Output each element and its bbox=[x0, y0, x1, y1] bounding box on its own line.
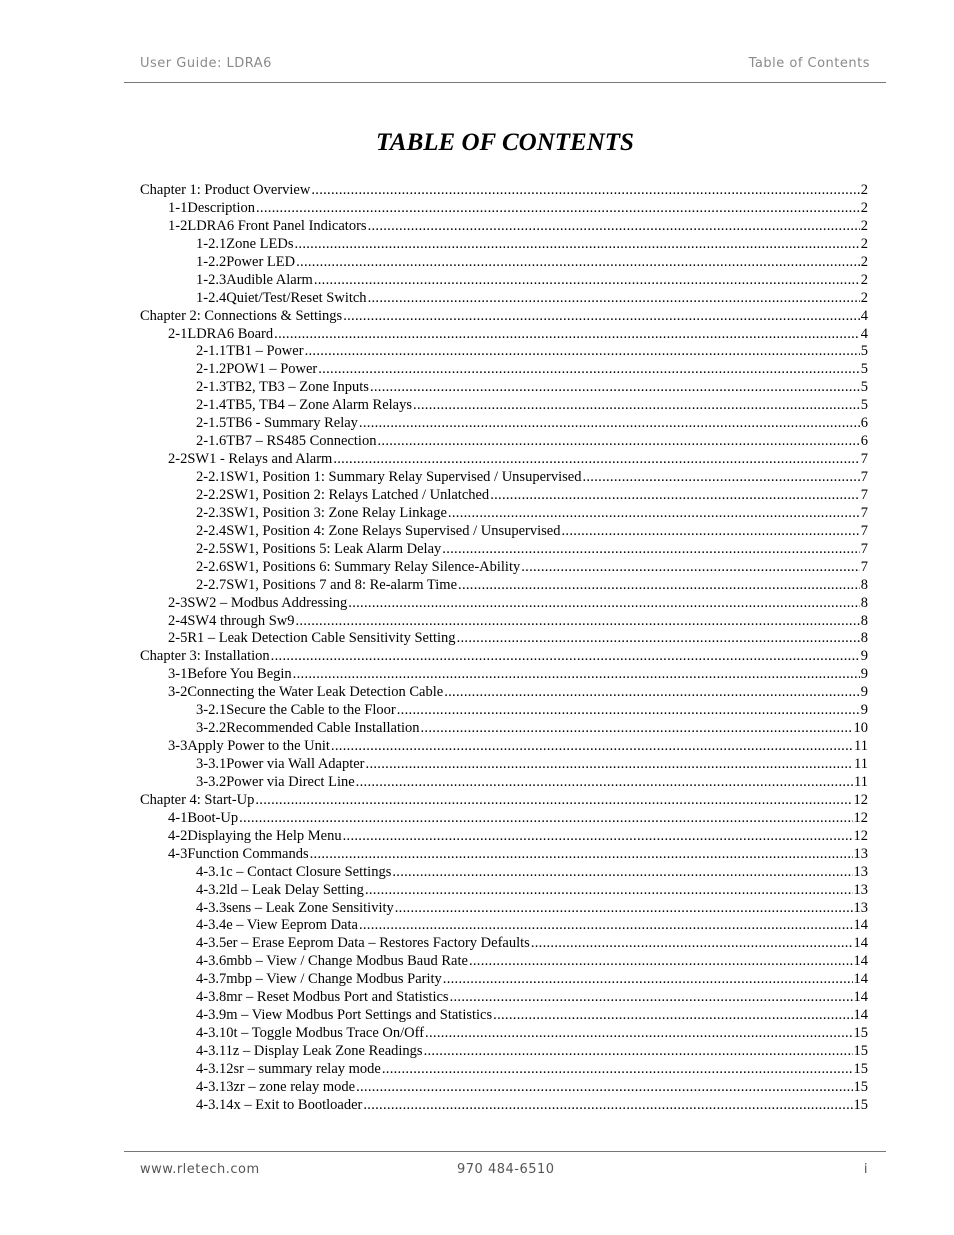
toc-entry-number: 3-2.2 bbox=[196, 720, 227, 737]
toc-entry-page: 11 bbox=[854, 738, 868, 755]
toc-entry-page: 9 bbox=[860, 684, 868, 701]
toc-dot-leader bbox=[443, 971, 853, 989]
toc-entry-number: 1-2.4 bbox=[196, 289, 227, 306]
toc-entry-page: 5 bbox=[860, 397, 868, 414]
toc-entry-number: 1-2 bbox=[168, 217, 188, 234]
toc-entry-page: 8 bbox=[860, 576, 868, 593]
toc-entry[interactable] bbox=[140, 361, 868, 379]
toc-entry[interactable] bbox=[140, 953, 868, 971]
toc-entry-page: 5 bbox=[860, 379, 868, 396]
toc-entry[interactable] bbox=[140, 774, 868, 792]
toc-entry-number: 2-2.6 bbox=[196, 558, 227, 575]
toc-entry-label: Description bbox=[187, 199, 255, 216]
toc-entry-label: Chapter 2: Connections & Settings bbox=[140, 307, 343, 324]
toc-entry-label: SW1, Positions 6: Summary Relay Silence-Ability bbox=[226, 558, 521, 575]
toc-dot-leader bbox=[424, 1043, 853, 1061]
toc-entry-label: Apply Power to the Unit bbox=[187, 738, 330, 755]
toc-entry-label: Audible Alarm bbox=[226, 271, 313, 288]
toc-entry[interactable] bbox=[140, 971, 868, 989]
toc-entry-number: 4-3.4 bbox=[196, 917, 227, 934]
toc-dot-leader bbox=[363, 1097, 852, 1115]
toc-dot-leader bbox=[318, 361, 860, 379]
toc-entry-label: Boot-Up bbox=[187, 809, 239, 826]
toc-entry-page: 2 bbox=[860, 217, 868, 234]
toc-entry-number: 2-1.5 bbox=[196, 415, 227, 432]
toc-entry[interactable] bbox=[140, 433, 868, 451]
toc-entry-page: 6 bbox=[860, 415, 868, 432]
toc-entry[interactable] bbox=[140, 828, 868, 846]
footer-page-number: i bbox=[863, 1162, 868, 1177]
toc-dot-leader bbox=[490, 487, 860, 505]
toc-entry-number: 4-3.8 bbox=[196, 989, 227, 1006]
toc-entry-page: 13 bbox=[853, 881, 868, 898]
toc-entry-number: 2-1.2 bbox=[196, 361, 227, 378]
toc-entry[interactable] bbox=[140, 415, 868, 433]
toc-entry-page: 15 bbox=[853, 1096, 868, 1113]
toc-entry[interactable] bbox=[140, 487, 868, 505]
toc-dot-leader bbox=[366, 756, 854, 774]
toc-entry[interactable] bbox=[140, 326, 868, 344]
toc-entry-label: x – Exit to Bootloader bbox=[233, 1096, 363, 1113]
toc-entry-page: 10 bbox=[853, 720, 868, 737]
toc-dot-leader bbox=[294, 236, 859, 254]
header-section-title: Table of Contents bbox=[748, 56, 870, 71]
toc-entry-label: e – View Eeprom Data bbox=[226, 917, 358, 934]
toc-dot-leader bbox=[442, 541, 859, 559]
toc-entry-label: zr – zone relay mode bbox=[233, 1078, 356, 1095]
toc-dot-leader bbox=[293, 666, 860, 684]
toc-entry-page: 15 bbox=[853, 1060, 868, 1077]
toc-entry-number: 2-1.1 bbox=[196, 343, 227, 360]
toc-entry[interactable] bbox=[140, 864, 868, 882]
toc-dot-leader bbox=[359, 917, 853, 935]
toc-entry[interactable] bbox=[140, 595, 868, 613]
toc-entry-label: Zone LEDs bbox=[226, 235, 294, 252]
toc-dot-leader bbox=[370, 379, 860, 397]
toc-dot-leader bbox=[296, 613, 860, 631]
toc-entry-number: 2-2.5 bbox=[196, 540, 227, 557]
toc-entry-number: 3-3 bbox=[168, 738, 188, 755]
toc-dot-leader bbox=[343, 308, 860, 326]
toc-entry-page: 2 bbox=[860, 199, 868, 216]
toc-entry-page: 12 bbox=[853, 791, 868, 808]
toc-entry-number: 2-1.4 bbox=[196, 397, 227, 414]
toc-dot-leader bbox=[310, 846, 853, 864]
toc-entry[interactable] bbox=[140, 559, 868, 577]
toc-entry[interactable] bbox=[140, 254, 868, 272]
toc-entry-label: TB1 – Power bbox=[226, 343, 304, 360]
toc-entry-page: 2 bbox=[860, 289, 868, 306]
toc-entry[interactable] bbox=[140, 917, 868, 935]
toc-entry-number: 2-2.2 bbox=[196, 486, 227, 503]
toc-entry-label: Power LED bbox=[226, 253, 296, 270]
toc-entry-label: SW1, Positions 7 and 8: Re-alarm Time bbox=[226, 576, 458, 593]
toc-entry-number: 4-3.9 bbox=[196, 1007, 227, 1024]
toc-entry-page: 15 bbox=[853, 1025, 868, 1042]
table-of-contents bbox=[140, 182, 868, 1115]
toc-entry-page: 14 bbox=[853, 971, 868, 988]
toc-entry-number: 4-3.10 bbox=[196, 1025, 234, 1042]
toc-entry-number: 2-1.6 bbox=[196, 433, 227, 450]
toc-entry-page: 14 bbox=[853, 1007, 868, 1024]
toc-dot-leader bbox=[469, 953, 853, 971]
toc-entry-label: z – Display Leak Zone Readings bbox=[232, 1043, 423, 1059]
toc-entry-page: 12 bbox=[853, 809, 868, 826]
toc-entry-page: 7 bbox=[860, 504, 868, 521]
toc-entry-page: 11 bbox=[854, 756, 868, 772]
toc-entry-page: 13 bbox=[853, 845, 868, 862]
toc-dot-leader bbox=[314, 272, 860, 290]
toc-entry[interactable] bbox=[140, 630, 868, 648]
toc-entry[interactable] bbox=[140, 541, 868, 559]
toc-dot-leader bbox=[444, 684, 860, 702]
toc-entry[interactable] bbox=[140, 1079, 868, 1097]
toc-entry[interactable] bbox=[140, 935, 868, 953]
toc-entry-number: 3-2.1 bbox=[196, 702, 227, 719]
toc-entry-page: 14 bbox=[853, 917, 868, 934]
toc-entry-number: 2-2.3 bbox=[196, 504, 227, 521]
toc-entry-number: 2-2.1 bbox=[196, 469, 227, 485]
toc-entry-page: 2 bbox=[860, 182, 868, 198]
toc-entry[interactable] bbox=[140, 900, 868, 918]
page-title: TABLE OF CONTENTS bbox=[376, 129, 634, 156]
toc-entry-number: 4-3.7 bbox=[196, 971, 227, 988]
toc-entry-label: ld – Leak Delay Setting bbox=[226, 881, 364, 898]
toc-entry[interactable] bbox=[140, 182, 868, 200]
toc-entry-label: mbp – View / Change Modbus Parity bbox=[226, 971, 442, 988]
toc-entry-label: Recommended Cable Installation bbox=[226, 720, 420, 737]
toc-dot-leader bbox=[562, 523, 860, 541]
toc-entry-page: 11 bbox=[854, 773, 868, 790]
toc-entry[interactable] bbox=[140, 236, 868, 254]
toc-dot-leader bbox=[413, 397, 860, 415]
toc-entry[interactable] bbox=[140, 1007, 868, 1025]
toc-entry-page: 13 bbox=[853, 899, 868, 916]
toc-entry-page: 14 bbox=[853, 953, 868, 970]
toc-entry-page: 12 bbox=[853, 827, 868, 844]
toc-entry-label: Power via Wall Adapter bbox=[226, 756, 365, 772]
toc-entry-label: SW1 - Relays and Alarm bbox=[187, 451, 333, 468]
toc-entry-page: 7 bbox=[860, 540, 868, 557]
toc-dot-leader bbox=[274, 326, 860, 344]
toc-entry-page: 2 bbox=[860, 271, 868, 288]
toc-entry-label: SW1, Positions 5: Leak Alarm Delay bbox=[226, 540, 442, 557]
toc-dot-leader bbox=[296, 254, 860, 272]
toc-entry[interactable] bbox=[140, 505, 868, 523]
page-footer bbox=[124, 1151, 886, 1192]
toc-entry-number: 4-3.5 bbox=[196, 935, 227, 952]
toc-entry[interactable] bbox=[140, 738, 868, 756]
toc-entry-page: 7 bbox=[860, 486, 868, 503]
toc-dot-leader bbox=[333, 451, 859, 469]
toc-entry-page: 2 bbox=[860, 235, 868, 252]
toc-entry-label: SW1, Position 4: Zone Relays Supervised / Unsupervised bbox=[226, 522, 561, 539]
toc-entry-page: 7 bbox=[860, 522, 868, 539]
toc-dot-leader bbox=[331, 738, 853, 756]
toc-dot-leader bbox=[425, 1025, 852, 1043]
toc-entry[interactable] bbox=[140, 272, 868, 290]
toc-entry-label: sens – Leak Zone Sensitivity bbox=[226, 899, 394, 916]
toc-entry-label: SW4 through Sw9 bbox=[187, 612, 295, 629]
toc-dot-leader bbox=[343, 828, 853, 846]
toc-entry-page: 15 bbox=[853, 1078, 868, 1095]
toc-dot-leader bbox=[271, 648, 860, 666]
toc-entry[interactable] bbox=[140, 1043, 868, 1061]
footer-website: www.rletech.com bbox=[140, 1162, 260, 1177]
toc-entry-page: 4 bbox=[860, 307, 868, 324]
page-header bbox=[124, 56, 886, 83]
toc-entry-number: 2-3 bbox=[168, 594, 188, 611]
toc-entry[interactable] bbox=[140, 648, 868, 666]
toc-entry-label: TB5, TB4 – Zone Alarm Relays bbox=[226, 397, 413, 414]
toc-entry[interactable] bbox=[140, 397, 868, 415]
toc-entry-label: mbb – View / Change Modbus Baud Rate bbox=[226, 953, 468, 970]
toc-entry-label: TB2, TB3 – Zone Inputs bbox=[226, 379, 369, 396]
toc-entry-page: 6 bbox=[860, 433, 868, 450]
toc-dot-leader bbox=[457, 630, 860, 648]
toc-entry-number: 2-1.3 bbox=[196, 379, 227, 396]
toc-entry-page: 9 bbox=[860, 666, 868, 683]
toc-entry-number: 1-2.1 bbox=[196, 235, 227, 252]
toc-entry[interactable] bbox=[140, 523, 868, 541]
toc-entry[interactable] bbox=[140, 200, 868, 218]
toc-dot-leader bbox=[359, 415, 860, 433]
toc-entry-page: 15 bbox=[853, 1043, 868, 1059]
toc-entry-number: 1-1 bbox=[168, 199, 188, 216]
toc-entry-label: Chapter 4: Start-Up bbox=[140, 791, 255, 808]
toc-entry-label: mr – Reset Modbus Port and Statistics bbox=[226, 989, 449, 1006]
toc-dot-leader bbox=[448, 505, 860, 523]
toc-entry-number: 4-1 bbox=[168, 809, 188, 826]
toc-entry-page: 7 bbox=[860, 451, 868, 468]
toc-dot-leader bbox=[239, 810, 852, 828]
toc-entry[interactable] bbox=[140, 702, 868, 720]
toc-dot-leader bbox=[348, 595, 859, 613]
toc-entry[interactable] bbox=[140, 684, 868, 702]
toc-entry[interactable] bbox=[140, 290, 868, 308]
toc-entry-label: SW1, Position 3: Zone Relay Linkage bbox=[226, 504, 447, 521]
toc-entry-label: LDRA6 Front Panel Indicators bbox=[187, 217, 367, 234]
toc-entry-label: LDRA6 Board bbox=[187, 325, 274, 342]
toc-entry[interactable] bbox=[140, 343, 868, 361]
toc-entry-label: c – Contact Closure Settings bbox=[226, 863, 392, 880]
toc-entry-label: Before You Begin bbox=[187, 666, 292, 683]
toc-dot-leader bbox=[392, 864, 852, 882]
toc-dot-leader bbox=[368, 290, 860, 308]
toc-dot-leader bbox=[305, 343, 860, 361]
toc-entry[interactable] bbox=[140, 756, 868, 774]
toc-entry-number: 4-3.2 bbox=[196, 881, 227, 898]
toc-entry-label: Power via Direct Line bbox=[226, 773, 355, 790]
toc-entry-number: 4-2 bbox=[168, 827, 188, 844]
toc-entry-page: 4 bbox=[860, 325, 868, 342]
toc-entry[interactable] bbox=[140, 1097, 868, 1115]
toc-entry[interactable] bbox=[140, 1025, 868, 1043]
toc-entry-page: 13 bbox=[853, 863, 868, 880]
toc-dot-leader bbox=[421, 720, 853, 738]
toc-entry-number: 3-2 bbox=[168, 684, 188, 701]
toc-dot-leader bbox=[395, 900, 853, 918]
toc-entry[interactable] bbox=[140, 882, 868, 900]
toc-entry[interactable] bbox=[140, 792, 868, 810]
toc-entry-number: 4-3.6 bbox=[196, 953, 227, 970]
toc-entry[interactable] bbox=[140, 379, 868, 397]
toc-entry-label: Chapter 3: Installation bbox=[140, 648, 270, 665]
toc-dot-leader bbox=[256, 200, 860, 218]
toc-entry-label: TB6 - Summary Relay bbox=[226, 415, 358, 432]
toc-entry-number: 1-2.3 bbox=[196, 271, 227, 288]
toc-entry-number: 2-2.4 bbox=[196, 522, 227, 539]
toc-entry[interactable] bbox=[140, 810, 868, 828]
toc-dot-leader bbox=[493, 1007, 852, 1025]
toc-entry-number: 4-3 bbox=[168, 845, 188, 862]
toc-entry-number: 2-2 bbox=[168, 451, 188, 468]
toc-dot-leader bbox=[255, 792, 852, 810]
toc-entry-number: 4-3.1 bbox=[196, 863, 227, 880]
toc-entry-label: t – Toggle Modbus Trace On/Off bbox=[233, 1025, 425, 1042]
toc-entry-label: R1 – Leak Detection Cable Sensitivity Setting bbox=[187, 630, 456, 647]
toc-entry-page: 5 bbox=[860, 343, 868, 360]
toc-dot-leader bbox=[521, 559, 860, 577]
toc-dot-leader bbox=[382, 1061, 853, 1079]
toc-entry-page: 9 bbox=[860, 648, 868, 665]
toc-dot-leader bbox=[356, 774, 853, 792]
toc-dot-leader bbox=[458, 577, 860, 595]
toc-entry-number: 4-3.12 bbox=[196, 1060, 234, 1077]
toc-entry-page: 8 bbox=[860, 630, 868, 647]
toc-entry-page: 8 bbox=[860, 612, 868, 629]
toc-dot-leader bbox=[365, 882, 853, 900]
toc-entry-page: 5 bbox=[860, 361, 868, 378]
toc-entry[interactable] bbox=[140, 451, 868, 469]
toc-dot-leader bbox=[582, 469, 859, 487]
toc-entry-page: 2 bbox=[860, 253, 868, 270]
toc-entry[interactable] bbox=[140, 577, 868, 595]
toc-entry-number: 4-3.13 bbox=[196, 1078, 234, 1095]
toc-entry[interactable] bbox=[140, 469, 868, 487]
toc-dot-leader bbox=[311, 182, 859, 200]
toc-entry-page: 14 bbox=[853, 935, 868, 952]
toc-entry-label: sr – summary relay mode bbox=[233, 1060, 381, 1077]
toc-entry-label: Function Commands bbox=[187, 845, 309, 862]
toc-entry-number: 3-3.1 bbox=[196, 756, 227, 772]
toc-entry-number: 4-3.3 bbox=[196, 899, 227, 916]
toc-entry-label: m – View Modbus Port Settings and Statistics bbox=[226, 1007, 493, 1024]
toc-entry[interactable] bbox=[140, 666, 868, 684]
toc-entry[interactable] bbox=[140, 989, 868, 1007]
toc-entry-number: 2-1 bbox=[168, 325, 188, 342]
toc-entry-page: 7 bbox=[860, 469, 868, 485]
toc-entry[interactable] bbox=[140, 308, 868, 326]
toc-entry-page: 8 bbox=[860, 594, 868, 611]
toc-entry[interactable] bbox=[140, 1061, 868, 1079]
toc-entry-number: 2-5 bbox=[168, 630, 188, 647]
toc-dot-leader bbox=[377, 433, 859, 451]
toc-entry-number: 3-3.2 bbox=[196, 773, 227, 790]
toc-entry-label: Secure the Cable to the Floor bbox=[226, 702, 396, 719]
toc-entry-label: SW1, Position 2: Relays Latched / Unlatched bbox=[226, 486, 490, 503]
toc-entry-number: 4-3.11 bbox=[196, 1043, 233, 1059]
header-document-title: User Guide: LDRA6 bbox=[140, 56, 272, 71]
toc-entry-label: Quiet/Test/Reset Switch bbox=[226, 289, 367, 306]
toc-entry-label: SW2 – Modbus Addressing bbox=[187, 594, 348, 611]
toc-entry-page: 9 bbox=[860, 702, 868, 719]
toc-entry-label: POW1 – Power bbox=[226, 361, 318, 378]
toc-entry-number: 2-4 bbox=[168, 612, 188, 629]
toc-entry-page: 7 bbox=[860, 558, 868, 575]
toc-dot-leader bbox=[368, 218, 860, 236]
toc-entry-number: 3-1 bbox=[168, 666, 188, 683]
toc-entry-label: er – Erase Eeprom Data – Restores Factory Defaults bbox=[226, 935, 530, 952]
toc-entry-label: Chapter 1: Product Overview bbox=[140, 182, 311, 198]
toc-dot-leader bbox=[397, 702, 860, 720]
toc-entry-number: 4-3.14 bbox=[196, 1096, 234, 1113]
toc-entry-label: Connecting the Water Leak Detection Cable bbox=[187, 684, 444, 701]
toc-dot-leader bbox=[356, 1079, 852, 1097]
toc-entry[interactable] bbox=[140, 720, 868, 738]
footer-phone: 970 484-6510 bbox=[457, 1162, 555, 1177]
toc-entry-number: 2-2.7 bbox=[196, 576, 227, 593]
toc-entry-label: SW1, Position 1: Summary Relay Supervised / Unsupervised bbox=[226, 469, 582, 485]
toc-dot-leader bbox=[531, 935, 853, 953]
toc-entry[interactable] bbox=[140, 613, 868, 631]
toc-dot-leader bbox=[450, 989, 853, 1007]
toc-entry[interactable] bbox=[140, 218, 868, 236]
toc-entry-label: Displaying the Help Menu bbox=[187, 827, 342, 844]
toc-entry-label: TB7 – RS485 Connection bbox=[226, 433, 377, 450]
toc-entry[interactable] bbox=[140, 846, 868, 864]
toc-entry-number: 1-2.2 bbox=[196, 253, 227, 270]
toc-entry-page: 14 bbox=[853, 989, 868, 1006]
